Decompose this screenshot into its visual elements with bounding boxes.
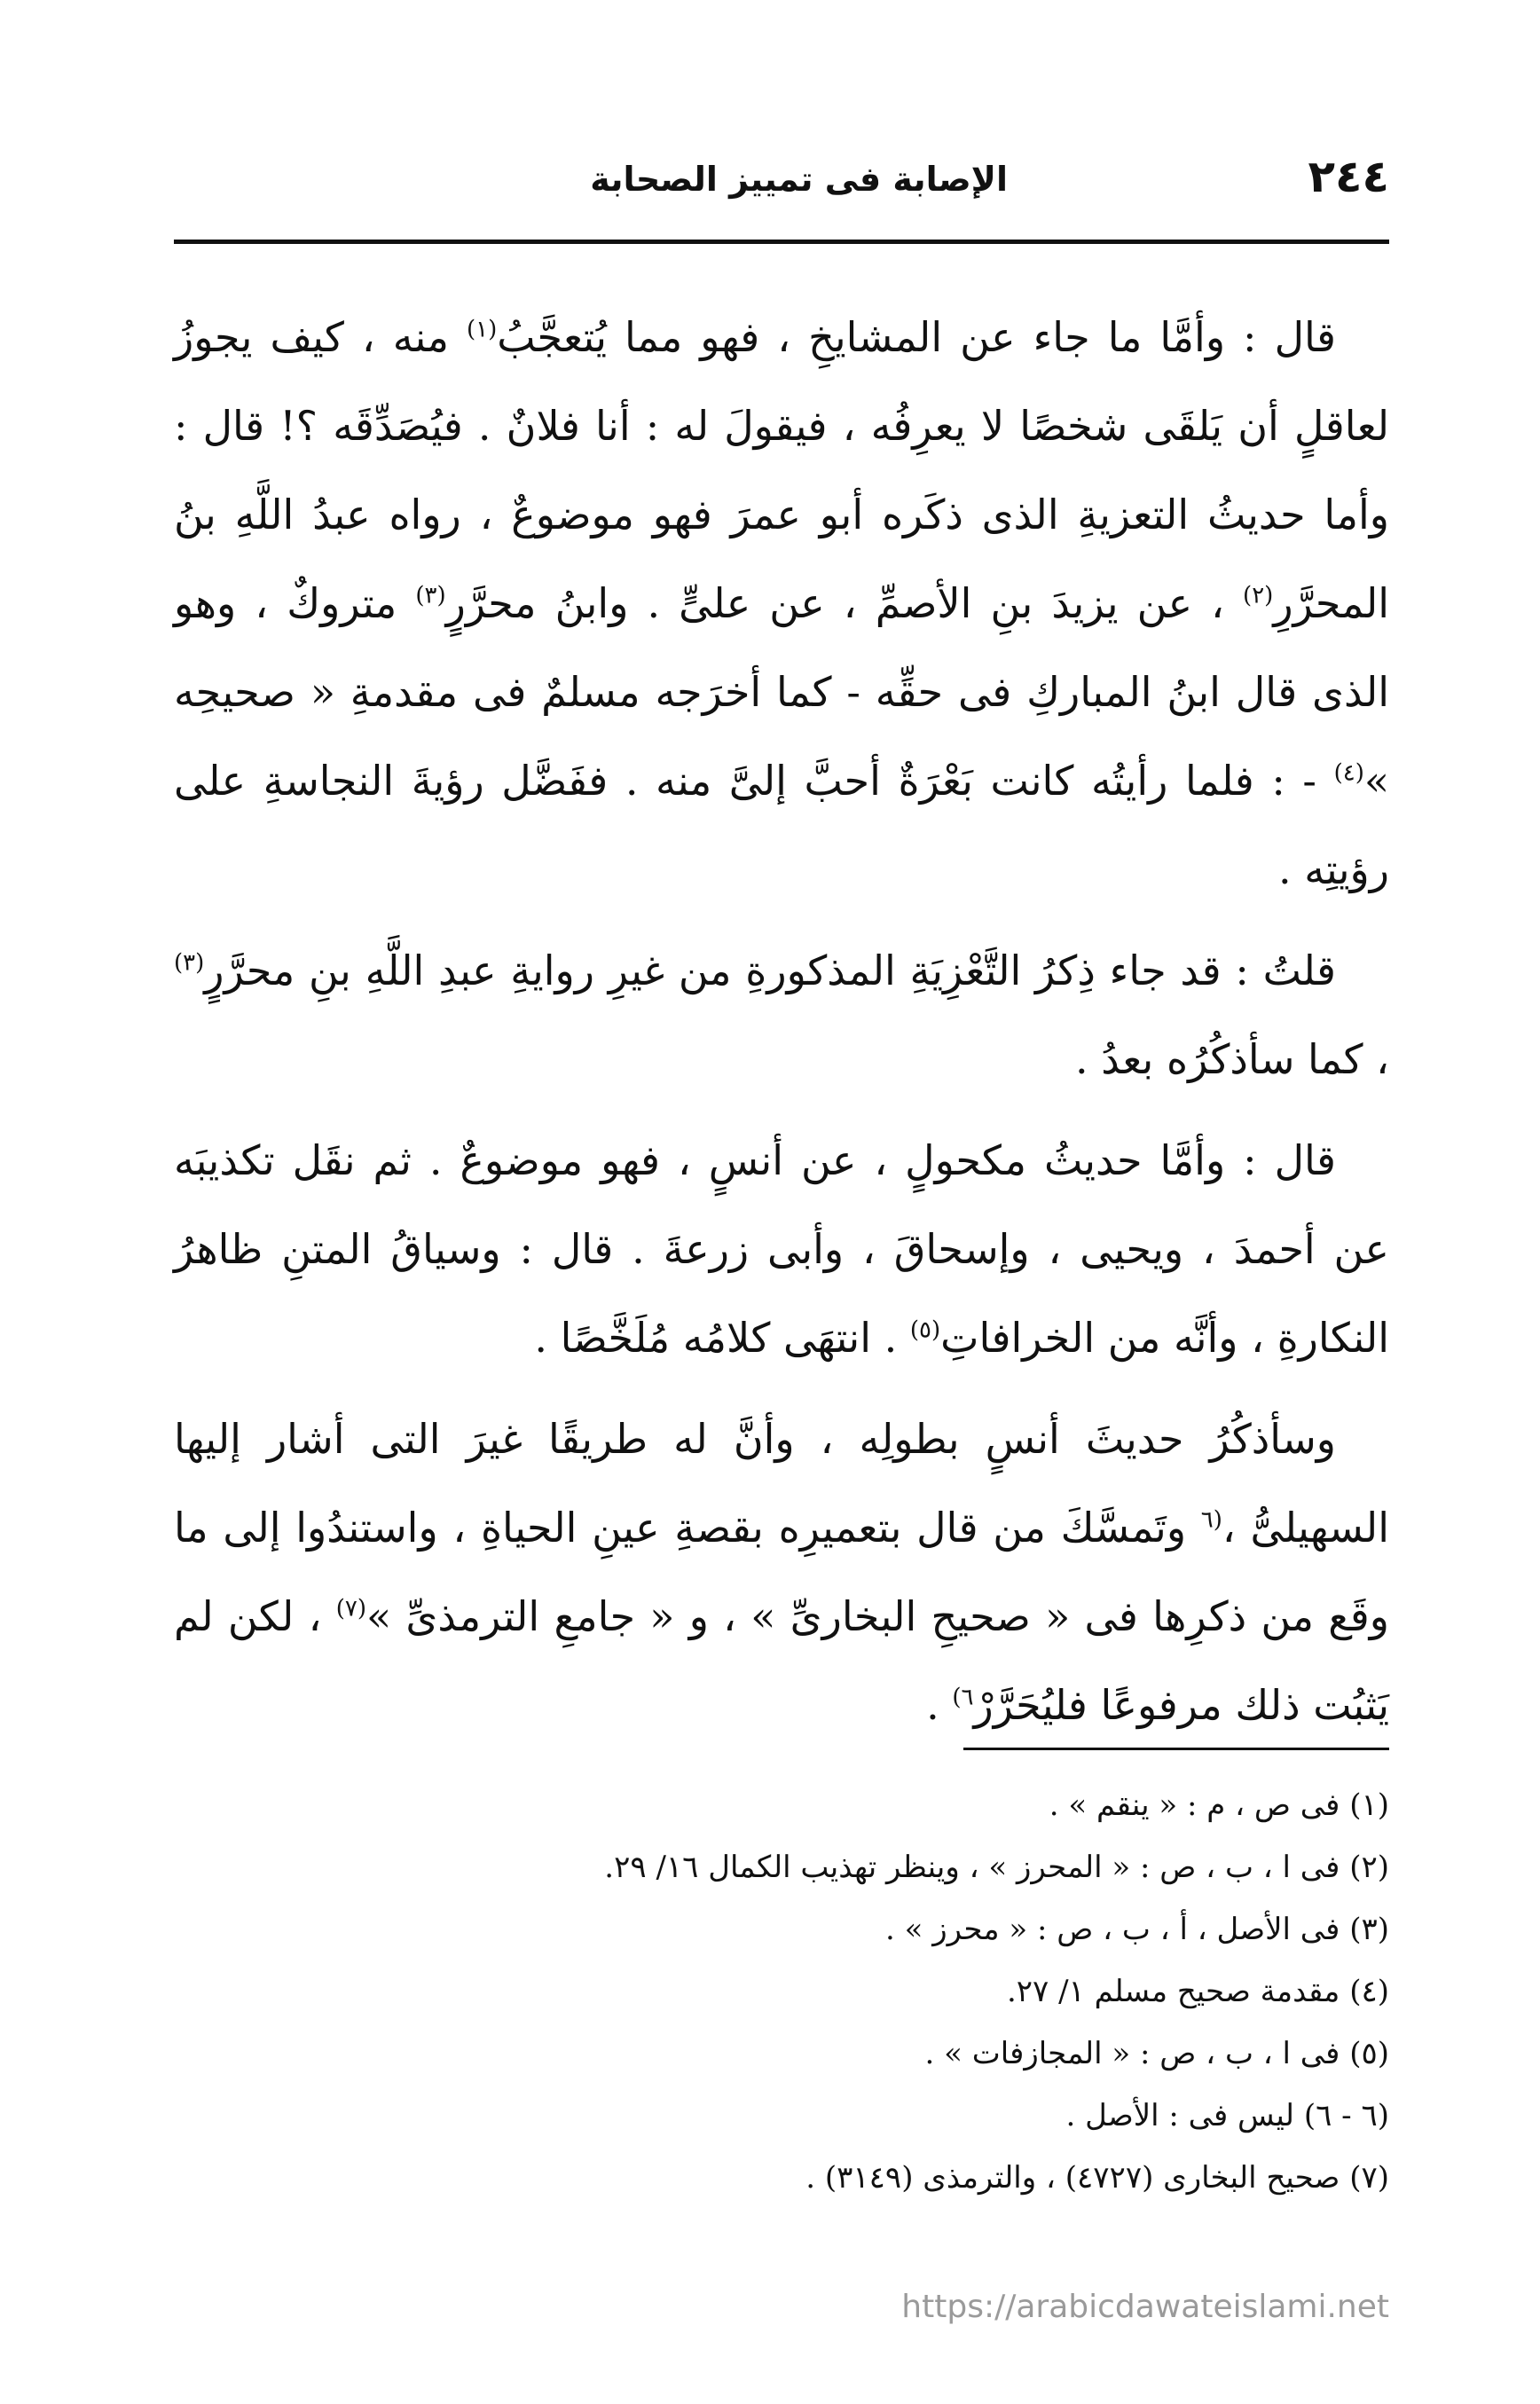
footnote-ref-2: (٢): [1243, 582, 1274, 609]
main-text: [174, 293, 1389, 1762]
footnote-ref-6-close: ٦): [952, 1684, 974, 1711]
footnote-ref-1: (١): [467, 316, 498, 343]
page-number: ٢٤٤: [1308, 151, 1389, 202]
watermark-url: https://arabicdawateislami.net: [901, 2289, 1389, 2325]
paragraph-1: قال : وأمَّا ما جاء عن المشايخِ ، فهو مما يُتعجَّبُ$^{(١)}$ منه ، كيف يجوزُ لعاقلٍ أن يَلقَى شخصًا لا يعرِفُه ، فيقولَ له : أنا فلانٌ . فيُصَدِّقَه ؟! قال : وأما حديثُ التعزيةِ الذى ذكَره أبو عمرَ فهو موضوعٌ ، رواه عبدُ اللَّهِ بنُ المحرَّرِ$^{(٢)}$ ، عن يزيدَ بنِ الأصمِّ ، عن علىٍّ . وابنُ محرَّرٍ$^{(٣)}$ متروكٌ ، وهو الذى قال ابنُ المباركِ فى حقِّه - كما أخرَجه مسلمٌ فى مقدمةِ « صحيحِه »$^{(٤)}$ - : فلما رأيتُه كانت بَعْرَةٌ أحبَّ إلىَّ منه . ففَضَّل رؤيةَ النجاسةِ على رؤيتِه .: [174, 313, 1389, 893]
footnote-1: (١) فى ص ، م : « ينقم » .: [1049, 1787, 1389, 1823]
header-rule: [174, 240, 1389, 244]
footnote-7: (٧) صحيح البخارى (٤٧٢٧) ، والترمذى (٣١٤٩) .: [805, 2160, 1389, 2196]
footnote-ref-4: (٤): [1333, 759, 1364, 787]
footnote-6: (٦ - ٦) ليس فى : الأصل .: [1065, 2098, 1389, 2133]
footnote-rule: [963, 1748, 1389, 1750]
paragraph-3: قال : وأمَّا حديثُ مكحولٍ ، عن أنسٍ ، فهو موضوعٌ . ثم نقَل تكذيبَه عن أحمدَ ، ويحيى ، وإسحاقَ ، وأبى زرعةَ . قال : وسياقُ المتنِ ظاهرُ النكارةِ ، وأنَّه من الخرافاتِ$^{(٥)}$ . انتهَى كلامُه مُلَخَّصًا .: [174, 1136, 1389, 1362]
footnote-ref-5: (٥): [909, 1316, 941, 1344]
paragraph-2: قلتُ : قد جاء ذِكرُ التَّعْزِيَةِ المذكورةِ من غيرِ روايةِ عبدِ اللَّهِ بنِ محرَّرٍ$^{(٣)}$ ، كما سأذكُرُه بعدُ .: [174, 947, 1389, 1083]
running-title: الإصابة فى تمييز الصحابة: [590, 160, 1008, 199]
footnote-5: (٥) فى ا ، ب ، ص : « المجازفات » .: [924, 2036, 1389, 2071]
footnote-ref-7: (٧): [335, 1595, 366, 1622]
footnote-ref-3: (٣): [415, 582, 446, 609]
footnote-ref-6-open: (٦: [1200, 1506, 1222, 1534]
page-header: [174, 151, 1389, 213]
footnote-2: (٢) فى ا ، ب ، ص : « المحرز » ، وينظر تهذيب الكمال ١٦/ ٢٩.: [604, 1850, 1389, 1885]
footnote-ref-3b: (٣): [174, 949, 205, 977]
footnote-3: (٣) فى الأصل ، أ ، ب ، ص : « محرز » .: [884, 1912, 1389, 1947]
paragraph-4: وسأذكُرُ حديثَ أنسٍ بطولِه ، وأنَّ له طريقًا غيرَ التى أشار إليها السهيلىُّ ،$^{(٦}$ وتَمسَّكَ من قال بتعميرِه بقصةِ عينِ الحياةِ ، واستندُوا إلى ما وقَع من ذكرِها فى « صحيحِ البخارىِّ » ، و « جامعِ الترمذىِّ »$^{(٧)}$ ، لكن لم يَثبُت ذلك مرفوعًا فليُحَرَّرْ$^{٦)}$ .: [174, 1415, 1389, 1729]
footnotes: [174, 1774, 1389, 2209]
footnote-4: (٤) مقدمة صحيح مسلم ١/ ٢٧.: [1006, 1974, 1389, 2009]
